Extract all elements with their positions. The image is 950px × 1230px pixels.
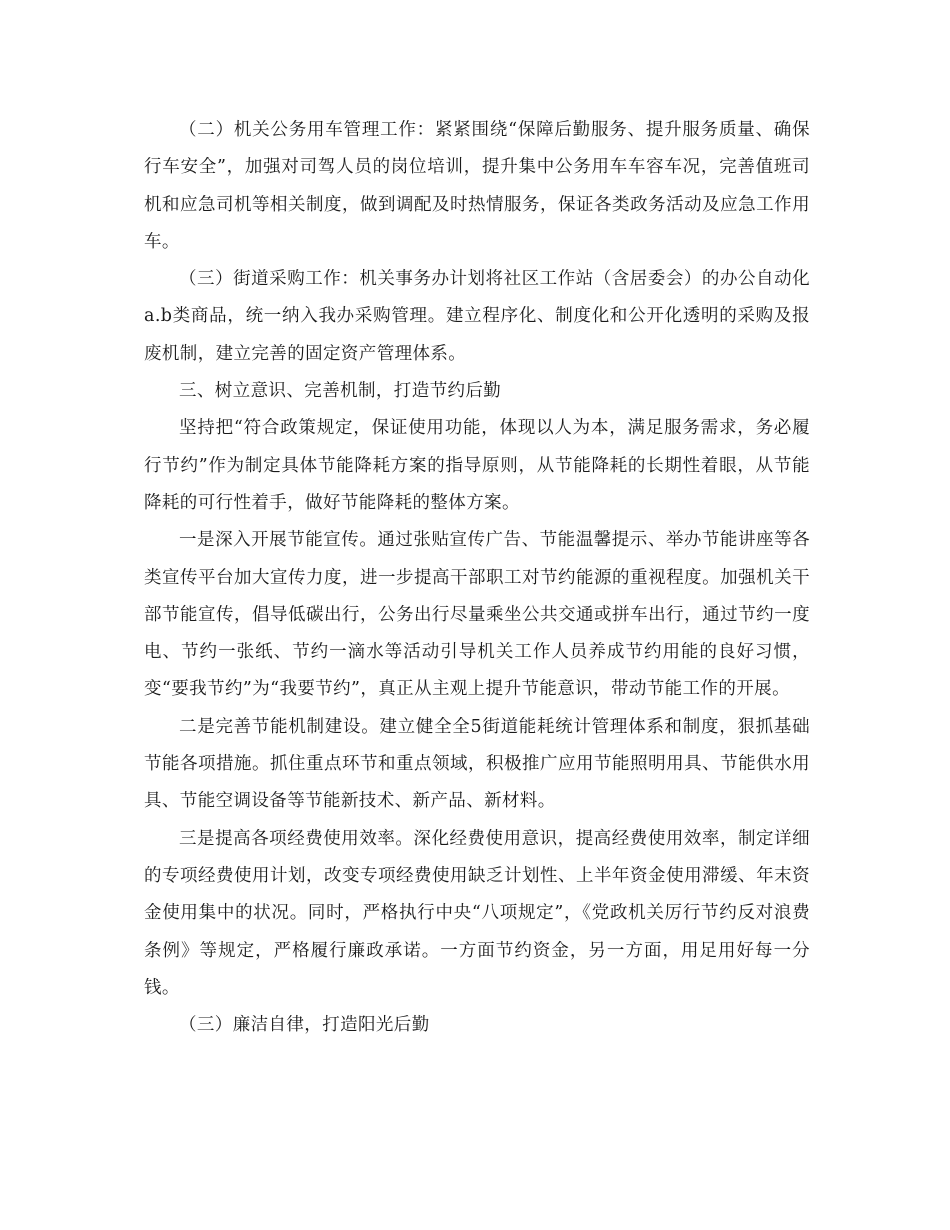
paragraph-energy-publicity: 一是深入开展节能宣传。通过张贴宣传广告、节能温馨提示、举办节能讲座等各类宣传平台加大宣传力度，进一步提高干部职工对节约能源的重视程度。加强机关干部节能宣传，倡导低碳出行，公务出行尽量乘坐公共交通或拼车出行，通过节约一度电、节约一张纸、节约一滴水等活动引导机关工作人员养成节约用能的良好习惯，变“要我节约”为“我要节约”，真正从主观上提升节能意识，带动节能工作的开展。 bbox=[144, 530, 810, 700]
paragraph-guiding-principle: 坚持把“符合政策规定，保证使用功能，体现以人为本，满足服务需求，务必履行节约”作为制定具体节能降耗方案的指导原则，从节能降耗的长期性着眼，从节能降耗的可行性着手，做好节能降耗的整体方案。 bbox=[144, 418, 810, 513]
paragraph-funding-efficiency: 三是提高各项经费使用效率。深化经费使用意识，提高经费使用效率，制定详细的专项经费使用计划，改变专项经费使用缺乏计划性、上半年资金使用滞缓、年末资金使用集中的状况。同时，严格执行中央“八项规定”，《党政机关厉行节约反对浪费条例》等规定，严格履行廉政承诺。一方面节约资金，另一方面，用足用好每一分钱。 bbox=[144, 828, 810, 998]
paragraph-vehicle-management: （二）机关公务用车管理工作：紧紧围绕“保障后勤服务、提升服务质量、确保行车安全”，加强对司驾人员的岗位培训，提升集中公务用车车容车况，完善值班司机和应急司机等相关制度，做到调配及时热情服务，保证各类政务活动及应急工作用车。 bbox=[144, 120, 810, 252]
paragraph-energy-mechanism: 二是完善节能机制建设。建立健全全5街道能耗统计管理体系和制度，狠抓基础节能各项措施。抓住重点环节和重点领域，积极推广应用节能照明用具、节能供水用具、节能空调设备等节能新技术、新产品、新材料。 bbox=[144, 716, 810, 812]
paragraph-procurement: （三）街道采购工作：机关事务办计划将社区工作站（含居委会）的办公自动化a.b类商品，统一纳入我办采购管理。建立程序化、制度化和公开化透明的采购及报废机制，建立完善的固定资产管理体系。 bbox=[144, 269, 810, 364]
section-heading-integrity: （三）廉洁自律，打造阳光后勤 bbox=[179, 1015, 430, 1036]
section-heading-frugal-logistics: 三、树立意识、完善机制，打造节约后勤 bbox=[179, 381, 502, 402]
